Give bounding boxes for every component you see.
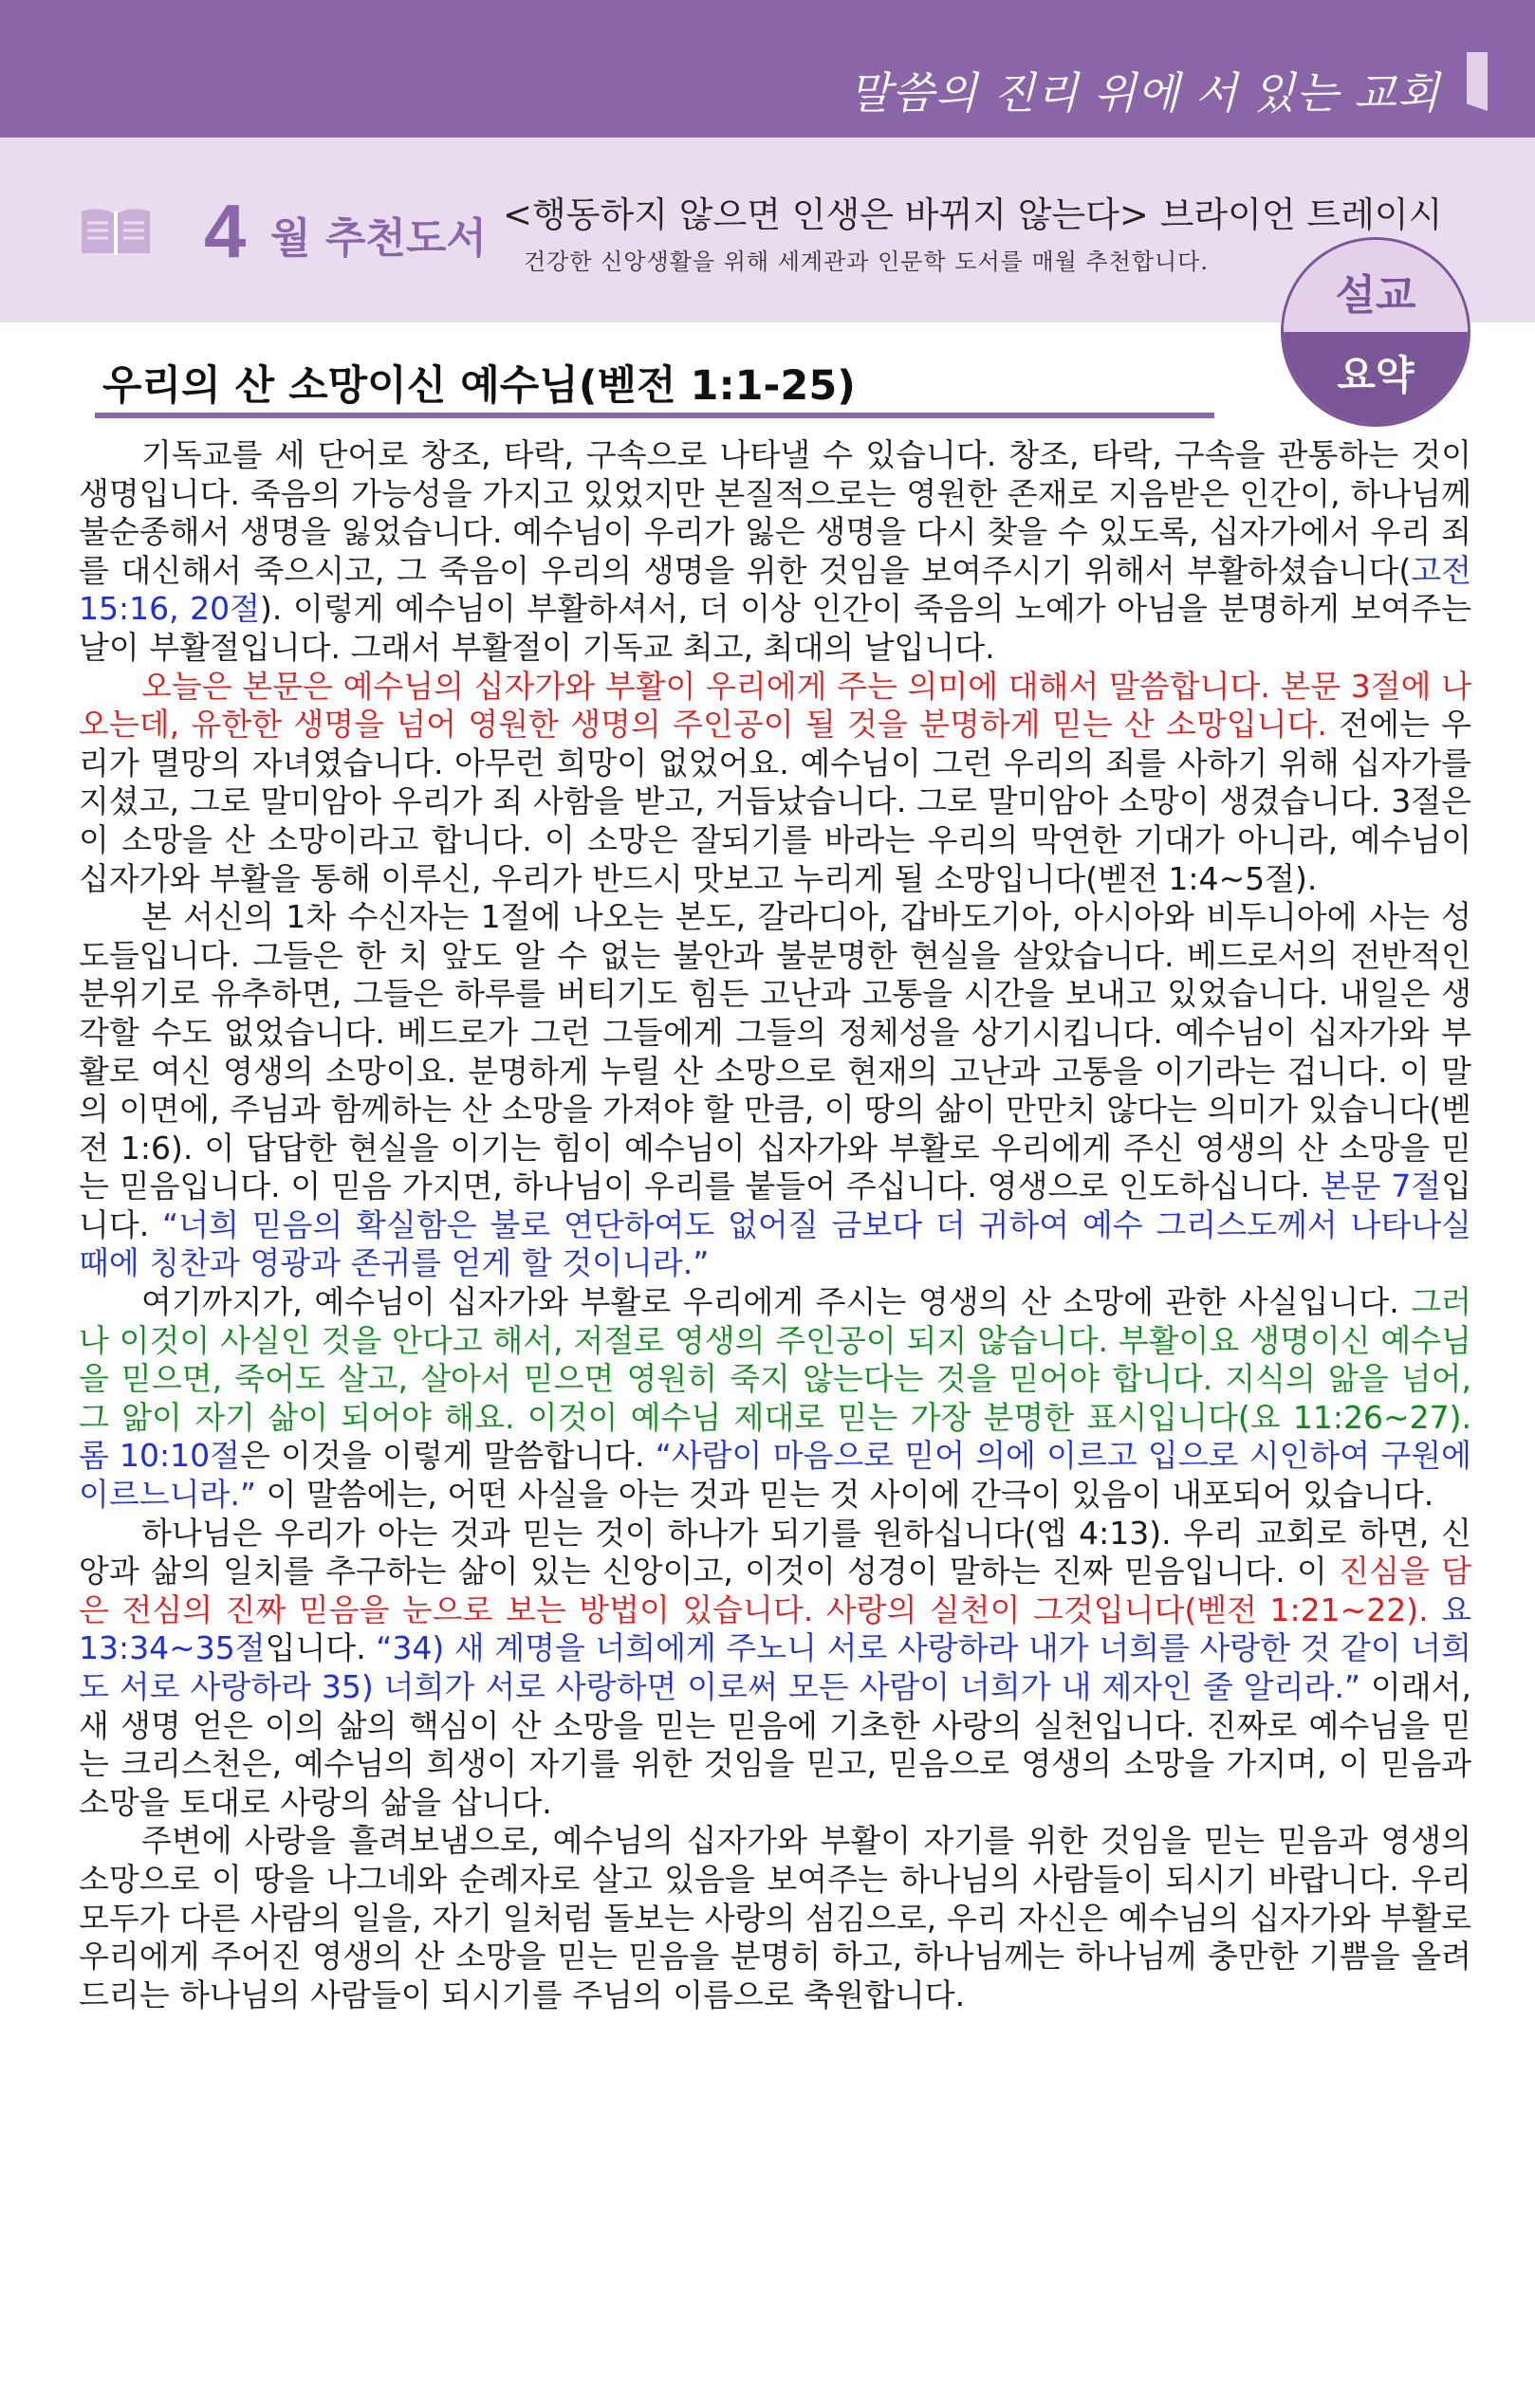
header-bar (0, 0, 1535, 138)
paragraph-6: 주변에 사랑을 흘려보냄으로, 예수님의 십자가와 부활이 자기를 위한 것임을 믿는 믿음과 영생의 소망으로 이 땅을 나그네와 순례자로 살고 있음을 보여주는 하나님의 사람들이 되시기 바랍니다. 우리 모두가 다른 사람의 일을, 자기 일처럼 돌보는 사랑의 섬김으로, 우리 자신은 예수님의 십자가와 부활로 우리에게 주어진 영생의 산 소망을 믿는 믿음을 분명히 하고, 하나님께는 하나님께 충만한 기쁨을 올려드리는 하나님의 사람들이 되시기를 주님의 이름으로 축원합니다. (79, 1822, 1471, 2013)
header-tab-marker (1467, 52, 1488, 111)
paragraph-4: 여기까지가, 예수님이 십자가와 부활로 우리에게 주시는 영생의 산 소망에 관한 사실입니다. 그러나 이것이 사실인 것을 안다고 해서, 저절로 영생의 주인공이 되지 않습니다. 부활이요 생명이신 예수님을 믿으면, 죽어도 살고, 살아서 믿으면 영원히 죽지 않는다는 것을 믿어야 합니다. 지식의 앎을 넘어, 그 앎이 자기 삶이 되어야 해요. 이것이 예수님 제대로 믿는 가장 분명한 표시입니다(요 11:26~27). 롬 10:10절은 이것을 이렇게 말씀합니다. “사람이 마음으로 믿어 의에 이르고 입으로 시인하여 구원에 이르느니라.” 이 말씀에는, 어떤 사실을 아는 것과 믿는 것 사이에 간극이 있음이 내포되어 있습니다. (79, 1283, 1471, 1514)
sermon-summary-badge (1281, 237, 1470, 427)
paragraph-3: 본 서신의 1차 수신자는 1절에 나오는 본도, 갈라디아, 갑바도기아, 아시아와 비두니아에 사는 성도들입니다. 그들은 한 치 앞도 알 수 없는 불안과 불분명한 현실을 살았습니다. 베드로서의 전반적인 분위기로 유추하면, 그들은 하루를 버티기도 힘든 고난과 고통을 시간을 보내고 있었습니다. 내일은 생각할 수도 없었습니다. 베드로가 그런 그들에게 그들의 정체성을 상기시킵니다. 예수님이 십자가와 부활로 여신 영생의 소망이요. 분명하게 누릴 산 소망으로 현재의 고난과 고통을 이기라는 겁니다. 이 말의 이면에, 주님과 함께하는 산 소망을 가져야 할 만큼, 이 땅의 삶이 만만치 않다는 의미가 있습니다(벧전 1:6). 이 답답한 현실을 이기는 힘이 예수님이 십자가와 부활로 우리에게 주신 영생의 산 소망을 믿는 믿음입니다. 이 믿음 가지면, 하나님이 우리를 붙들어 주십니다. 영생으로 인도하십니다. 본문 7절입니다. “너희 믿음의 확실함은 불로 연단하여도 없어질 금보다 더 귀하여 예수 그리스도께서 나타나실 때에 칭찬과 영광과 존귀를 얻게 할 것이니라.” (79, 898, 1471, 1282)
title-underline (95, 413, 1214, 418)
header-title: 말씀의 진리 위에 서 있는 교회 (848, 67, 1440, 119)
open-book-icon (78, 204, 154, 257)
paragraph-1: 기독교를 세 단어로 창조, 타락, 구속으로 나타낼 수 있습니다. 창조, 타락, 구속을 관통하는 것이 생명입니다. 죽음의 가능성을 가지고 있었지만 본질적으로는 영원한 존재로 지음받은 인간이, 하나님께 불순종해서 생명을 잃었습니다. 예수님이 우리가 잃은 생명을 다시 찾을 수 있도록, 십자가에서 우리 죄를 대신해서 죽으시고, 그 죽음이 우리의 생명을 위한 것임을 보여주시기 위해서 부활하셨습니다(고전 15:16, 20절). 이렇게 예수님이 부활하셔서, 더 이상 인간이 죽음의 노예가 아님을 분명하게 보여주는 날이 부활절입니다. 그래서 부활절이 기독교 최고, 최대의 날입니다. (79, 436, 1471, 666)
recommendation-description: 건강한 신앙생활을 위해 세계관과 인문학 도서를 매월 추천합니다. (524, 248, 1209, 275)
recommendation-label: 월 추천도서 (270, 214, 487, 263)
paragraph-5: 하나님은 우리가 아는 것과 믿는 것이 하나가 되기를 원하십니다(엡 4:13). 우리 교회로 하면, 신앙과 삶의 일치를 추구하는 삶이 있는 신앙이고, 이것이 성경이 말하는 진짜 믿음입니다. 이 진심을 담은 전심의 진짜 믿음을 눈으로 보는 방법이 있습니다. 사랑의 실천이 그것입니다(벧전 1:21~22). 요 13:34~35절입니다. “34) 새 계명을 너희에게 주노니 서로 사랑하라 내가 너희를 사랑한 것 같이 너희도 서로 사랑하라 35) 너희가 서로 사랑하면 이로써 모든 사람이 너희가 내 제자인 줄 알리라.” 이래서, 새 생명 얻은 이의 삶의 핵심이 산 소망을 믿는 믿음에 기초한 사랑의 실천입니다. 진짜로 예수님을 믿는 크리스천은, 예수님의 희생이 자기를 위한 것임을 믿고, 믿음으로 영생의 소망을 가지며, 이 믿음과 소망을 토대로 사랑의 삶을 삽니다. (79, 1514, 1472, 1821)
badge-bottom-text: 요약 (1337, 352, 1415, 398)
recommendation-month: 4 (204, 189, 247, 273)
recommended-book-title: <행동하지 않으면 인생은 바뀌지 않는다> 브라이언 트레이시 (503, 194, 1443, 235)
sermon-title: 우리의 산 소망이신 예수님(벧전 1:1-25) (102, 362, 856, 410)
sermon-body (79, 436, 1471, 2014)
paragraph-2: 오늘은 본문은 예수님의 십자가와 부활이 우리에게 주는 의미에 대해서 말씀합니다. 본문 3절에 나오는데, 유한한 생명을 넘어 영원한 생명의 주인공이 될 것을 분명하게 믿는 산 소망입니다. 전에는 우리가 멸망의 자녀였습니다. 아무런 희망이 없었어요. 예수님이 그런 우리의 죄를 사하기 위해 십자가를 지셨고, 그로 말미암아 우리가 죄 사함을 받고, 거듭났습니다. 그로 말미암아 소망이 생겼습니다. 3절은 이 소망을 산 소망이라고 합니다. 이 소망은 잘되기를 바라는 우리의 막연한 기대가 아니라, 예수님이 십자가와 부활을 통해 이루신, 우리가 반드시 맛보고 누리게 될 소망입니다(벧전 1:4~5절). (79, 667, 1471, 897)
badge-top-text: 설교 (1335, 271, 1416, 320)
